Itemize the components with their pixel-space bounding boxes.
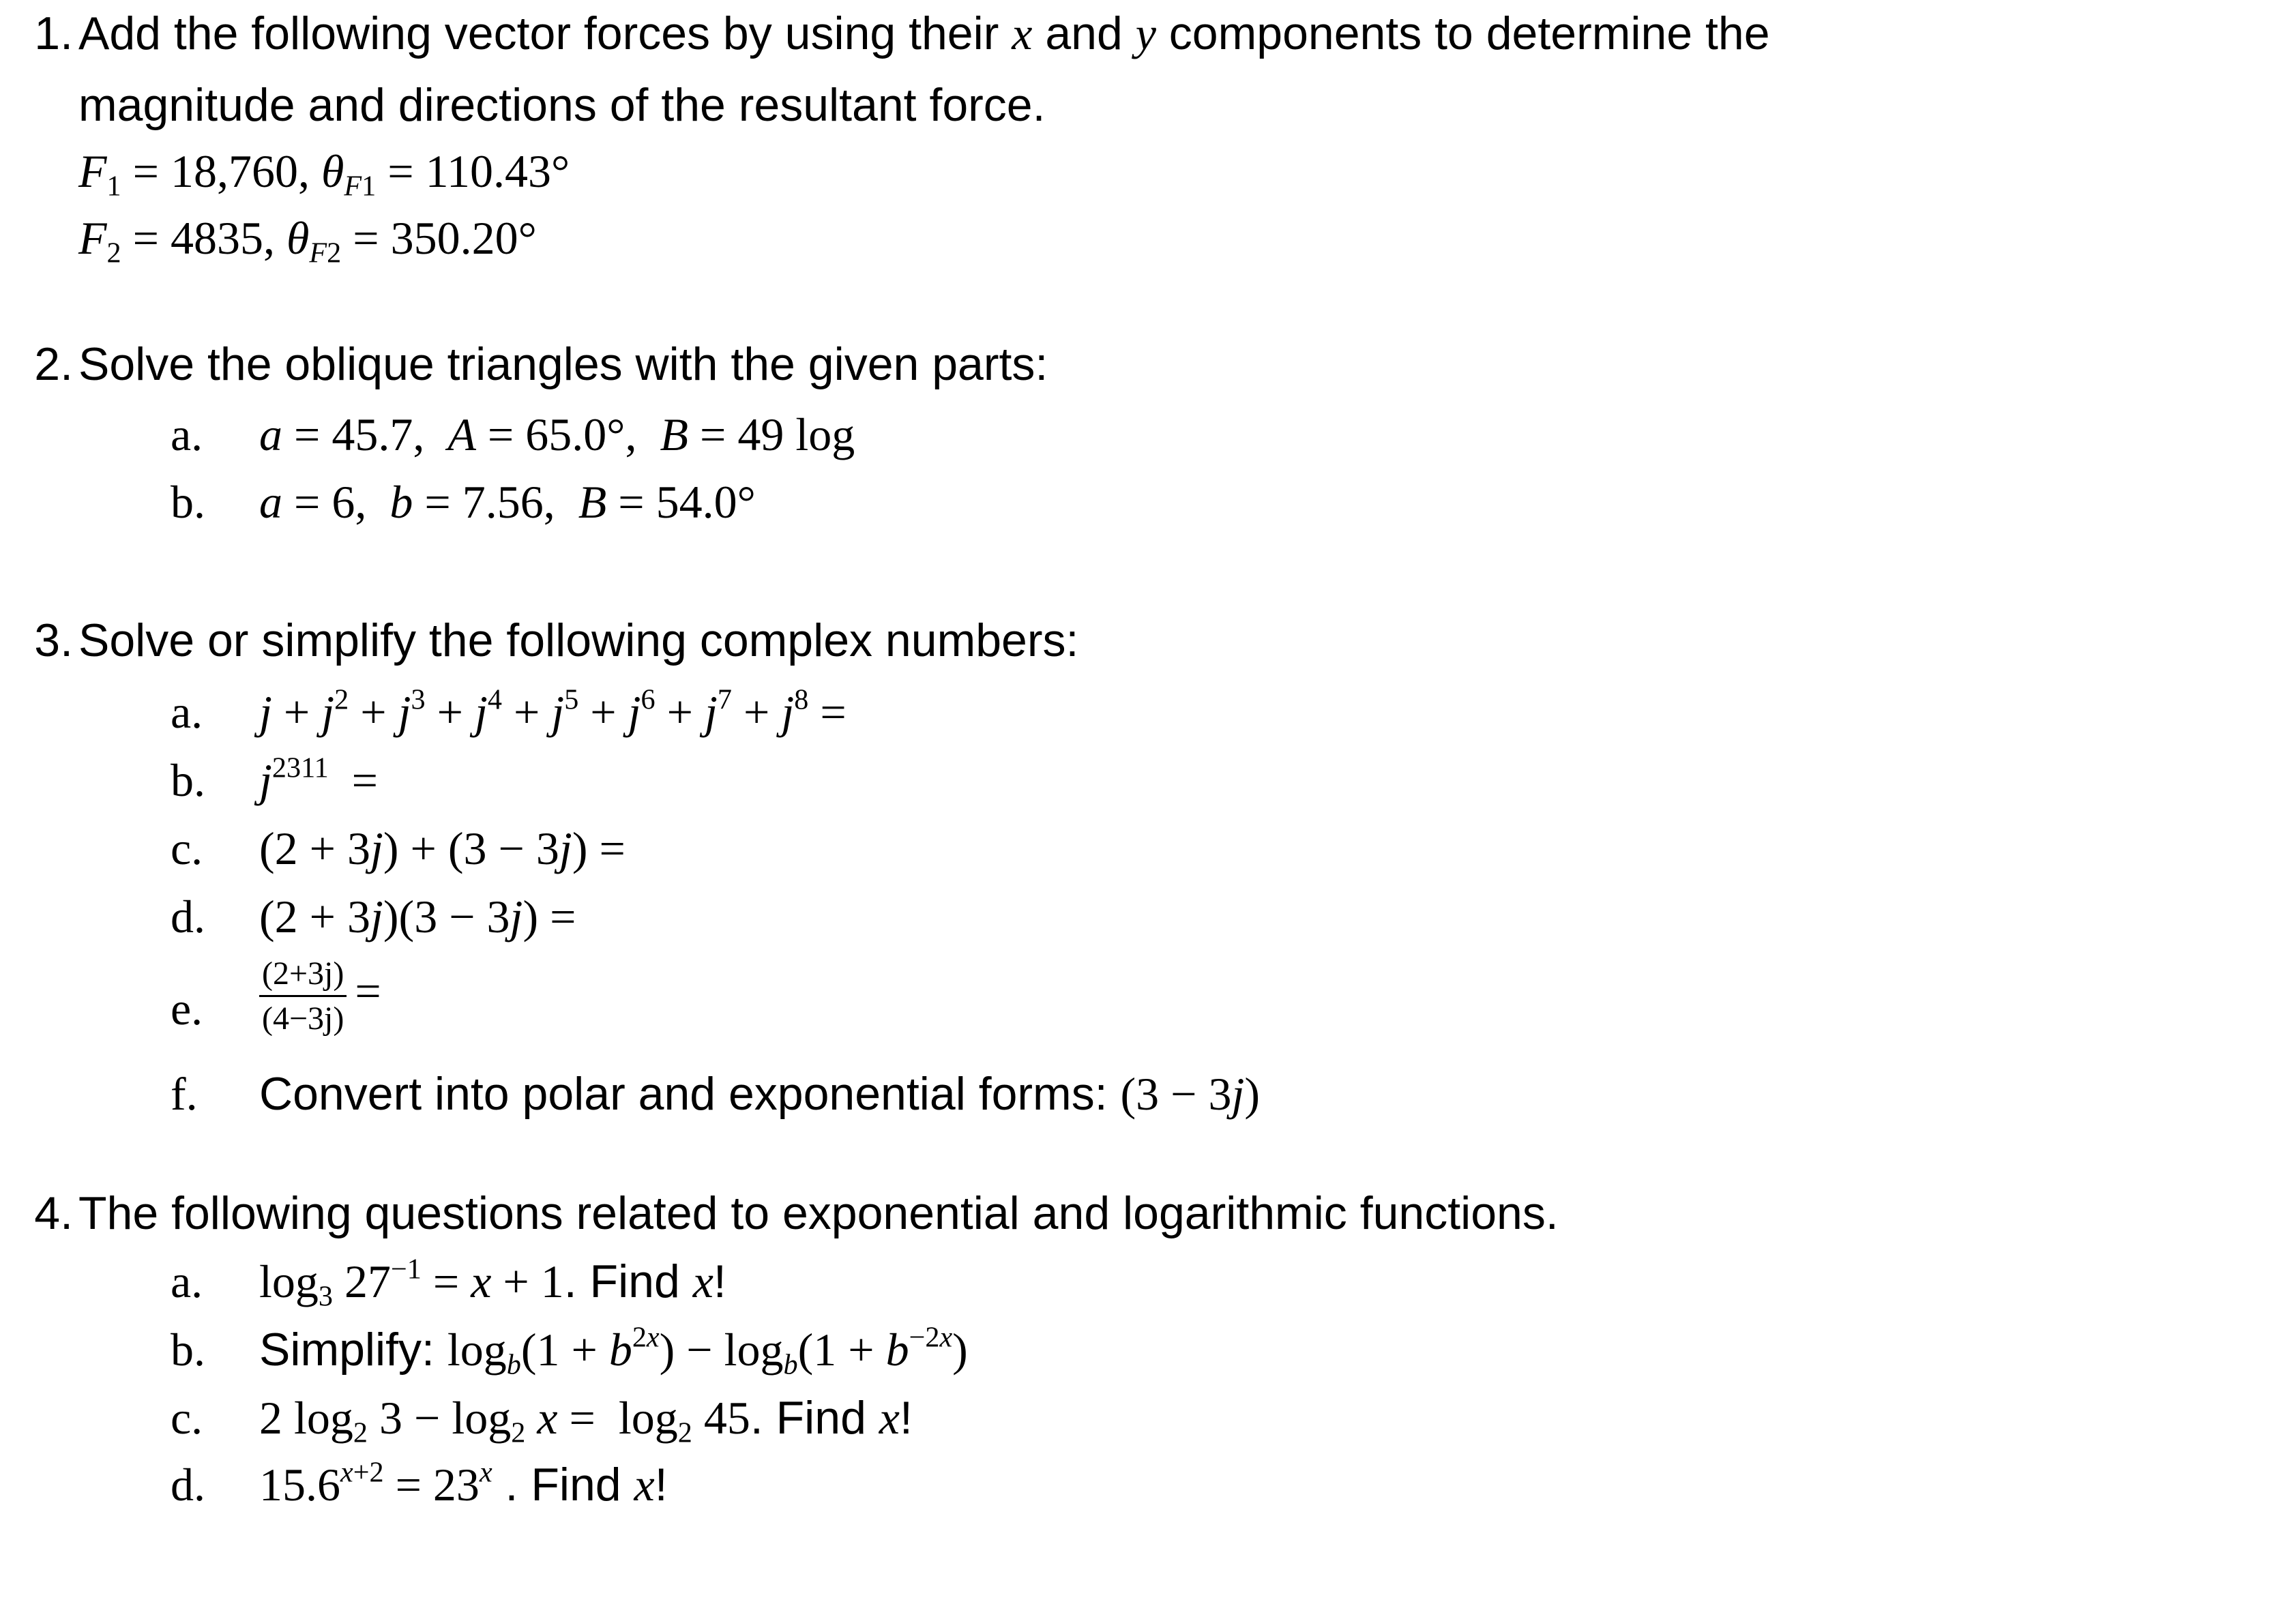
part-expr: $\log_3 27^{-1} = x + 1$. Find x! bbox=[259, 1253, 726, 1313]
question-3 bbox=[34, 614, 1079, 667]
part-label: a. bbox=[171, 1256, 203, 1307]
fraction-denominator: (4−3j) bbox=[262, 1000, 344, 1037]
part-3e bbox=[0, 955, 955, 1064]
part-expr: $j + j^2 + j^3 + j^4 + j^5 + j^6 + j^7 + j^8$ = bbox=[259, 683, 847, 738]
part-expr: a = 6, b = 7.56, B = 54.0° bbox=[259, 476, 756, 528]
part-expr: (2 + 3j)(3 − 3j) = bbox=[259, 891, 576, 942]
part-expr: 2 $\log_2 3 - \log_2 x = \log_2 45$. Find x! bbox=[259, 1392, 913, 1449]
question-text: Solve or simplify the following complex numbers: bbox=[78, 614, 1079, 666]
question-number: 3. bbox=[34, 614, 73, 666]
part-expr: $j^{2311}$ = bbox=[259, 752, 379, 806]
question-text: Solve the oblique triangles with the given parts: bbox=[78, 338, 1048, 390]
part-label: b. bbox=[171, 476, 205, 528]
part-expr: a = 45.7, A = 65.0°, B = 49 log bbox=[259, 409, 855, 460]
question-text: The following questions related to exponential and logarithmic functions. bbox=[78, 1187, 1559, 1239]
part-label: f. bbox=[171, 1068, 198, 1120]
given-f1: $F_1 = 18,760$, $\theta_{F1} = 110.43^\circ$ bbox=[78, 145, 570, 203]
question-1-line2: magnitude and directions of the resultant force. bbox=[78, 79, 1046, 131]
part-label: c. bbox=[171, 822, 203, 874]
question-number: 4. bbox=[34, 1187, 73, 1239]
question-number: 1. bbox=[34, 8, 73, 59]
part-expr bbox=[259, 955, 381, 1037]
part-label: a. bbox=[171, 409, 203, 460]
question-number: 2. bbox=[34, 338, 73, 390]
part-label: d. bbox=[171, 1459, 205, 1511]
question-2 bbox=[34, 338, 1048, 391]
question-1 bbox=[34, 7, 1770, 61]
part-label: b. bbox=[171, 754, 205, 806]
part-label: d. bbox=[171, 891, 205, 942]
part-text: Convert into polar and exponential forms: (3 − 3j) bbox=[259, 1068, 1261, 1120]
part-expr: $15.6^{x+2} = 23^x$ . Find x! bbox=[259, 1456, 668, 1511]
part-label: c. bbox=[171, 1392, 203, 1444]
part-label: e. bbox=[171, 983, 203, 1035]
question-4 bbox=[34, 1187, 1559, 1240]
fraction-numerator: (2+3j) bbox=[259, 955, 347, 997]
part-label: b. bbox=[171, 1324, 205, 1376]
part-expr: Simplify: $\log_b(1 + b^{2x}) - \log_b(1 + b^{-2x})$ bbox=[259, 1321, 968, 1381]
given-f2: $F_2 = 4835$, $\theta_{F2} = 350.20^\circ$ bbox=[78, 212, 537, 269]
question-text: Add the following vector forces by using their x and y components to determine the bbox=[78, 8, 1770, 59]
part-expr: (2 + 3j) + (3 − 3j) = bbox=[259, 822, 625, 874]
fraction bbox=[259, 955, 347, 1037]
equals-sign: = bbox=[355, 965, 381, 1018]
part-label: a. bbox=[171, 686, 203, 738]
